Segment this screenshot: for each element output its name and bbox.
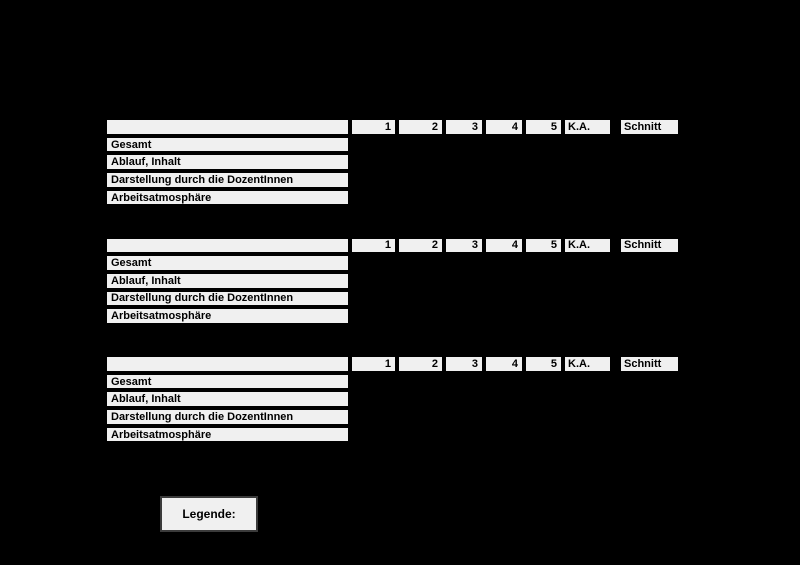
table-header-row [105, 355, 680, 373]
header-cell-schnitt: Schnitt [619, 237, 680, 255]
header-cell-rating-5: 5 [524, 237, 563, 255]
header-cell-rating-1: 1 [350, 355, 397, 373]
header-cell-rating-2: 2 [397, 355, 444, 373]
header-cell-rating-2: 2 [397, 118, 444, 136]
header-cell-ka: K.A. [563, 355, 612, 373]
header-blank-cell [105, 237, 350, 255]
table-row [105, 426, 680, 444]
header-cell-rating-3: 3 [444, 118, 484, 136]
table-row [105, 171, 680, 189]
table-row [105, 254, 680, 272]
evaluation-table-1 [105, 118, 680, 206]
row-label-darstellung: Darstellung durch die DozentInnen [105, 290, 350, 308]
header-cell-rating-4: 4 [484, 237, 524, 255]
header-gap [612, 237, 619, 255]
header-cell-rating-2: 2 [397, 237, 444, 255]
header-cell-rating-4: 4 [484, 355, 524, 373]
header-cell-rating-4: 4 [484, 118, 524, 136]
table-row [105, 408, 680, 426]
table-row [105, 373, 680, 391]
table-header-row [105, 118, 680, 136]
row-label-gesamt: Gesamt [105, 254, 350, 272]
header-cell-rating-1: 1 [350, 118, 397, 136]
row-label-arbeitsatmosphaere: Arbeitsatmosphäre [105, 307, 350, 325]
table-header-row [105, 237, 680, 255]
row-label-ablauf-inhalt: Ablauf, Inhalt [105, 153, 350, 171]
header-cell-rating-5: 5 [524, 118, 563, 136]
header-cell-rating-3: 3 [444, 237, 484, 255]
table-row [105, 136, 680, 154]
header-cell-ka: K.A. [563, 118, 612, 136]
header-cell-schnitt: Schnitt [619, 355, 680, 373]
evaluation-table-3 [105, 355, 680, 443]
table-row [105, 189, 680, 207]
header-cell-rating-3: 3 [444, 355, 484, 373]
row-label-ablauf-inhalt: Ablauf, Inhalt [105, 390, 350, 408]
table-row [105, 153, 680, 171]
header-cell-rating-5: 5 [524, 355, 563, 373]
table-row [105, 390, 680, 408]
header-blank-cell [105, 118, 350, 136]
legend-label: Legende: [182, 507, 236, 521]
header-gap [612, 355, 619, 373]
header-cell-rating-1: 1 [350, 237, 397, 255]
header-cell-ka: K.A. [563, 237, 612, 255]
table-row [105, 290, 680, 308]
row-label-arbeitsatmosphaere: Arbeitsatmosphäre [105, 189, 350, 207]
table-row [105, 307, 680, 325]
row-label-darstellung: Darstellung durch die DozentInnen [105, 408, 350, 426]
row-label-arbeitsatmosphaere: Arbeitsatmosphäre [105, 426, 350, 444]
table-row [105, 272, 680, 290]
row-label-gesamt: Gesamt [105, 373, 350, 391]
header-gap [612, 118, 619, 136]
legend-box [160, 496, 258, 532]
row-label-ablauf-inhalt: Ablauf, Inhalt [105, 272, 350, 290]
evaluation-table-2 [105, 237, 680, 325]
row-label-darstellung: Darstellung durch die DozentInnen [105, 171, 350, 189]
row-label-gesamt: Gesamt [105, 136, 350, 154]
header-blank-cell [105, 355, 350, 373]
header-cell-schnitt: Schnitt [619, 118, 680, 136]
